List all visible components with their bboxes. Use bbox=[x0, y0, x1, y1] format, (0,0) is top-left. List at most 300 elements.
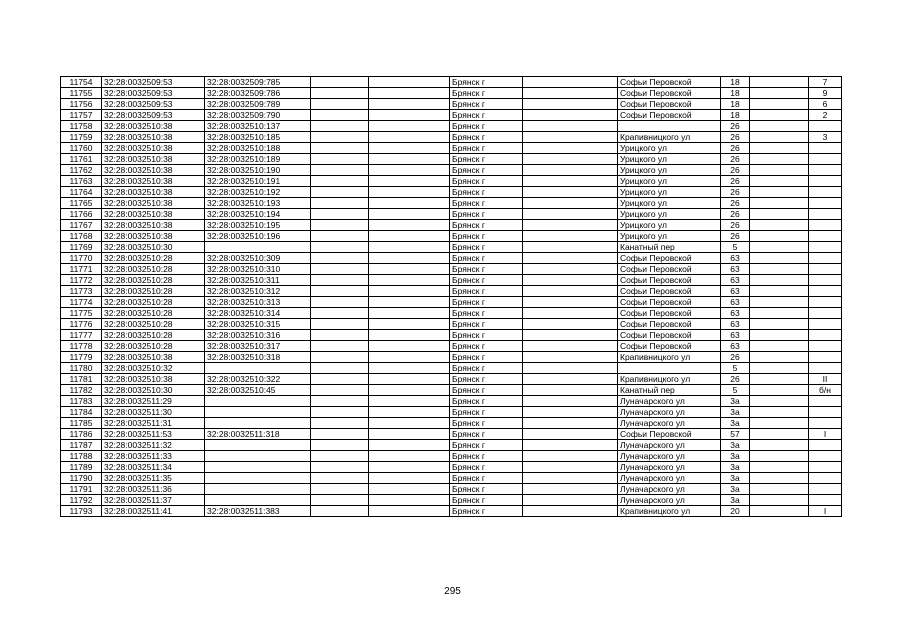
table-row bbox=[61, 110, 842, 121]
city-cell: Брянск г bbox=[450, 297, 523, 308]
table-row bbox=[61, 275, 842, 286]
house-cell: 63 bbox=[721, 297, 750, 308]
col-10-cell bbox=[750, 418, 809, 429]
row-id-cell: 11767 bbox=[61, 220, 102, 231]
col-7-cell bbox=[523, 385, 618, 396]
row-id-cell: 11782 bbox=[61, 385, 102, 396]
street-cell: Софьи Перовской bbox=[618, 319, 721, 330]
city-cell: Брянск г bbox=[450, 231, 523, 242]
col-10-cell bbox=[750, 165, 809, 176]
col-7-cell bbox=[523, 198, 618, 209]
col-4-cell bbox=[311, 187, 369, 198]
col-7-cell bbox=[523, 407, 618, 418]
house-cell: 5 bbox=[721, 242, 750, 253]
city-cell: Брянск г bbox=[450, 506, 523, 517]
city-cell: Брянск г bbox=[450, 319, 523, 330]
col-7-cell bbox=[523, 451, 618, 462]
apartment-cell: 3 bbox=[809, 132, 842, 143]
col-5-cell bbox=[369, 440, 450, 451]
col-4-cell bbox=[311, 165, 369, 176]
apartment-cell bbox=[809, 440, 842, 451]
col-4-cell bbox=[311, 176, 369, 187]
city-cell: Брянск г bbox=[450, 176, 523, 187]
city-cell: Брянск г bbox=[450, 473, 523, 484]
table-row bbox=[61, 462, 842, 473]
apartment-cell bbox=[809, 121, 842, 132]
col-4-cell bbox=[311, 209, 369, 220]
col-7-cell bbox=[523, 253, 618, 264]
house-cell: 63 bbox=[721, 264, 750, 275]
col-4-cell bbox=[311, 275, 369, 286]
col-5-cell bbox=[369, 110, 450, 121]
street-cell: Урицкого ул bbox=[618, 143, 721, 154]
row-id-cell: 11784 bbox=[61, 407, 102, 418]
col-10-cell bbox=[750, 462, 809, 473]
object-number-cell: 32:28:0032510:311 bbox=[205, 275, 311, 286]
city-cell: Брянск г bbox=[450, 154, 523, 165]
col-10-cell bbox=[750, 385, 809, 396]
col-4-cell bbox=[311, 451, 369, 462]
apartment-cell bbox=[809, 297, 842, 308]
street-cell: Софьи Перовской bbox=[618, 286, 721, 297]
col-5-cell bbox=[369, 352, 450, 363]
city-cell: Брянск г bbox=[450, 451, 523, 462]
col-7-cell bbox=[523, 231, 618, 242]
city-cell: Брянск г bbox=[450, 462, 523, 473]
table-row bbox=[61, 473, 842, 484]
cadastral-number-cell: 32:28:0032511:36 bbox=[102, 484, 205, 495]
col-5-cell bbox=[369, 473, 450, 484]
col-4-cell bbox=[311, 440, 369, 451]
cadastral-number-cell: 32:28:0032511:33 bbox=[102, 451, 205, 462]
street-cell: Луначарского ул bbox=[618, 407, 721, 418]
street-cell: Канатный пер bbox=[618, 242, 721, 253]
cadastral-number-cell: 32:28:0032510:38 bbox=[102, 176, 205, 187]
col-5-cell bbox=[369, 253, 450, 264]
house-cell: 26 bbox=[721, 198, 750, 209]
apartment-cell bbox=[809, 220, 842, 231]
row-id-cell: 11756 bbox=[61, 99, 102, 110]
object-number-cell: 32:28:0032511:318 bbox=[205, 429, 311, 440]
col-4-cell bbox=[311, 220, 369, 231]
table-row bbox=[61, 451, 842, 462]
city-cell: Брянск г bbox=[450, 77, 523, 88]
row-id-cell: 11786 bbox=[61, 429, 102, 440]
col-5-cell bbox=[369, 506, 450, 517]
cadastral-number-cell: 32:28:0032510:38 bbox=[102, 374, 205, 385]
row-id-cell: 11760 bbox=[61, 143, 102, 154]
apartment-cell bbox=[809, 187, 842, 198]
apartment-cell bbox=[809, 242, 842, 253]
street-cell: Урицкого ул bbox=[618, 231, 721, 242]
col-10-cell bbox=[750, 484, 809, 495]
row-id-cell: 11779 bbox=[61, 352, 102, 363]
row-id-cell: 11770 bbox=[61, 253, 102, 264]
apartment-cell: 9 bbox=[809, 88, 842, 99]
street-cell: Луначарского ул bbox=[618, 495, 721, 506]
col-7-cell bbox=[523, 264, 618, 275]
col-5-cell bbox=[369, 484, 450, 495]
apartment-cell bbox=[809, 198, 842, 209]
col-7-cell bbox=[523, 341, 618, 352]
col-10-cell bbox=[750, 264, 809, 275]
apartment-cell bbox=[809, 484, 842, 495]
object-number-cell: 32:28:0032510:193 bbox=[205, 198, 311, 209]
house-cell: 63 bbox=[721, 341, 750, 352]
city-cell: Брянск г bbox=[450, 495, 523, 506]
col-5-cell bbox=[369, 297, 450, 308]
col-4-cell bbox=[311, 132, 369, 143]
row-id-cell: 11791 bbox=[61, 484, 102, 495]
house-cell: 26 bbox=[721, 121, 750, 132]
col-4-cell bbox=[311, 473, 369, 484]
col-4-cell bbox=[311, 88, 369, 99]
row-id-cell: 11785 bbox=[61, 418, 102, 429]
object-number-cell: 32:28:0032510:45 bbox=[205, 385, 311, 396]
house-cell: 18 bbox=[721, 88, 750, 99]
house-cell: 63 bbox=[721, 319, 750, 330]
row-id-cell: 11763 bbox=[61, 176, 102, 187]
col-4-cell bbox=[311, 77, 369, 88]
street-cell bbox=[618, 363, 721, 374]
object-number-cell: 32:28:0032510:195 bbox=[205, 220, 311, 231]
col-4-cell bbox=[311, 264, 369, 275]
row-id-cell: 11762 bbox=[61, 165, 102, 176]
col-4-cell bbox=[311, 319, 369, 330]
street-cell: Урицкого ул bbox=[618, 154, 721, 165]
col-10-cell bbox=[750, 330, 809, 341]
cadastral-number-cell: 32:28:0032510:28 bbox=[102, 286, 205, 297]
street-cell: Софьи Перовской bbox=[618, 77, 721, 88]
table-row bbox=[61, 429, 842, 440]
city-cell: Брянск г bbox=[450, 440, 523, 451]
col-7-cell bbox=[523, 363, 618, 374]
col-5-cell bbox=[369, 154, 450, 165]
house-cell: 5 bbox=[721, 385, 750, 396]
cadastral-number-cell: 32:28:0032510:38 bbox=[102, 352, 205, 363]
col-4-cell bbox=[311, 99, 369, 110]
apartment-cell: 6 bbox=[809, 99, 842, 110]
street-cell: Урицкого ул bbox=[618, 187, 721, 198]
col-10-cell bbox=[750, 506, 809, 517]
house-cell: 26 bbox=[721, 220, 750, 231]
col-5-cell bbox=[369, 451, 450, 462]
street-cell: Луначарского ул bbox=[618, 473, 721, 484]
col-4-cell bbox=[311, 308, 369, 319]
city-cell: Брянск г bbox=[450, 330, 523, 341]
col-5-cell bbox=[369, 209, 450, 220]
row-id-cell: 11757 bbox=[61, 110, 102, 121]
col-7-cell bbox=[523, 352, 618, 363]
col-10-cell bbox=[750, 429, 809, 440]
row-id-cell: 11755 bbox=[61, 88, 102, 99]
col-7-cell bbox=[523, 154, 618, 165]
table-row bbox=[61, 418, 842, 429]
table-row bbox=[61, 484, 842, 495]
house-cell: 3а bbox=[721, 418, 750, 429]
table-row bbox=[61, 165, 842, 176]
col-10-cell bbox=[750, 495, 809, 506]
col-10-cell bbox=[750, 220, 809, 231]
street-cell: Урицкого ул bbox=[618, 198, 721, 209]
table-row bbox=[61, 396, 842, 407]
apartment-cell bbox=[809, 473, 842, 484]
table-row bbox=[61, 495, 842, 506]
apartment-cell bbox=[809, 264, 842, 275]
cadastral-number-cell: 32:28:0032510:28 bbox=[102, 341, 205, 352]
col-5-cell bbox=[369, 143, 450, 154]
house-cell: 3а bbox=[721, 495, 750, 506]
row-id-cell: 11790 bbox=[61, 473, 102, 484]
object-number-cell: 32:28:0032510:317 bbox=[205, 341, 311, 352]
street-cell bbox=[618, 121, 721, 132]
house-cell: 26 bbox=[721, 231, 750, 242]
col-10-cell bbox=[750, 308, 809, 319]
col-5-cell bbox=[369, 286, 450, 297]
col-7-cell bbox=[523, 473, 618, 484]
table-row bbox=[61, 308, 842, 319]
col-5-cell bbox=[369, 220, 450, 231]
table-row bbox=[61, 330, 842, 341]
cadastral-number-cell: 32:28:0032511:35 bbox=[102, 473, 205, 484]
col-10-cell bbox=[750, 352, 809, 363]
col-10-cell bbox=[750, 209, 809, 220]
table-row bbox=[61, 231, 842, 242]
city-cell: Брянск г bbox=[450, 275, 523, 286]
col-5-cell bbox=[369, 99, 450, 110]
col-7-cell bbox=[523, 209, 618, 220]
house-cell: 26 bbox=[721, 176, 750, 187]
col-4-cell bbox=[311, 286, 369, 297]
table-row bbox=[61, 352, 842, 363]
object-number-cell bbox=[205, 407, 311, 418]
col-4-cell bbox=[311, 143, 369, 154]
col-10-cell bbox=[750, 275, 809, 286]
col-4-cell bbox=[311, 396, 369, 407]
row-id-cell: 11773 bbox=[61, 286, 102, 297]
table-row bbox=[61, 77, 842, 88]
row-id-cell: 11769 bbox=[61, 242, 102, 253]
house-cell: 57 bbox=[721, 429, 750, 440]
house-cell: 3а bbox=[721, 473, 750, 484]
col-7-cell bbox=[523, 242, 618, 253]
table-row bbox=[61, 242, 842, 253]
house-cell: 26 bbox=[721, 352, 750, 363]
city-cell: Брянск г bbox=[450, 209, 523, 220]
row-id-cell: 11778 bbox=[61, 341, 102, 352]
apartment-cell bbox=[809, 330, 842, 341]
street-cell: Урицкого ул bbox=[618, 176, 721, 187]
apartment-cell: 7 bbox=[809, 77, 842, 88]
street-cell: Луначарского ул bbox=[618, 396, 721, 407]
city-cell: Брянск г bbox=[450, 407, 523, 418]
col-4-cell bbox=[311, 297, 369, 308]
cadastral-number-cell: 32:28:0032510:38 bbox=[102, 187, 205, 198]
table-row bbox=[61, 440, 842, 451]
col-5-cell bbox=[369, 495, 450, 506]
col-5-cell bbox=[369, 275, 450, 286]
apartment-cell bbox=[809, 462, 842, 473]
row-id-cell: 11774 bbox=[61, 297, 102, 308]
city-cell: Брянск г bbox=[450, 286, 523, 297]
street-cell: Канатный пер bbox=[618, 385, 721, 396]
col-7-cell bbox=[523, 275, 618, 286]
col-10-cell bbox=[750, 154, 809, 165]
col-7-cell bbox=[523, 187, 618, 198]
col-10-cell bbox=[750, 132, 809, 143]
street-cell: Софьи Перовской bbox=[618, 341, 721, 352]
house-cell: 26 bbox=[721, 209, 750, 220]
col-7-cell bbox=[523, 396, 618, 407]
apartment-cell bbox=[809, 176, 842, 187]
col-5-cell bbox=[369, 176, 450, 187]
col-5-cell bbox=[369, 231, 450, 242]
city-cell: Брянск г bbox=[450, 363, 523, 374]
col-7-cell bbox=[523, 176, 618, 187]
house-cell: 3а bbox=[721, 396, 750, 407]
cadastral-number-cell: 32:28:0032510:38 bbox=[102, 231, 205, 242]
house-cell: 5 bbox=[721, 363, 750, 374]
col-4-cell bbox=[311, 462, 369, 473]
cadastral-number-cell: 32:28:0032510:28 bbox=[102, 308, 205, 319]
city-cell: Брянск г bbox=[450, 308, 523, 319]
city-cell: Брянск г bbox=[450, 187, 523, 198]
cadastral-number-cell: 32:28:0032511:30 bbox=[102, 407, 205, 418]
col-7-cell bbox=[523, 462, 618, 473]
col-5-cell bbox=[369, 132, 450, 143]
street-cell: Луначарского ул bbox=[618, 462, 721, 473]
city-cell: Брянск г bbox=[450, 429, 523, 440]
cadastral-number-cell: 32:28:0032510:38 bbox=[102, 198, 205, 209]
col-4-cell bbox=[311, 385, 369, 396]
street-cell: Урицкого ул bbox=[618, 209, 721, 220]
row-id-cell: 11777 bbox=[61, 330, 102, 341]
object-number-cell: 32:28:0032509:785 bbox=[205, 77, 311, 88]
cadastral-number-cell: 32:28:0032510:28 bbox=[102, 319, 205, 330]
city-cell: Брянск г bbox=[450, 374, 523, 385]
col-10-cell bbox=[750, 121, 809, 132]
col-7-cell bbox=[523, 88, 618, 99]
cadastral-number-cell: 32:28:0032509:53 bbox=[102, 110, 205, 121]
cadastral-number-cell: 32:28:0032510:28 bbox=[102, 264, 205, 275]
cadastral-number-cell: 32:28:0032511:34 bbox=[102, 462, 205, 473]
cadastral-number-cell: 32:28:0032511:37 bbox=[102, 495, 205, 506]
apartment-cell bbox=[809, 308, 842, 319]
object-number-cell bbox=[205, 242, 311, 253]
house-cell: 18 bbox=[721, 110, 750, 121]
row-id-cell: 11783 bbox=[61, 396, 102, 407]
col-5-cell bbox=[369, 396, 450, 407]
table-row bbox=[61, 385, 842, 396]
col-10-cell bbox=[750, 99, 809, 110]
col-4-cell bbox=[311, 198, 369, 209]
object-number-cell bbox=[205, 495, 311, 506]
row-id-cell: 11772 bbox=[61, 275, 102, 286]
object-number-cell bbox=[205, 462, 311, 473]
object-number-cell: 32:28:0032510:185 bbox=[205, 132, 311, 143]
col-4-cell bbox=[311, 110, 369, 121]
row-id-cell: 11758 bbox=[61, 121, 102, 132]
col-7-cell bbox=[523, 308, 618, 319]
row-id-cell: 11787 bbox=[61, 440, 102, 451]
house-cell: 26 bbox=[721, 132, 750, 143]
apartment-cell bbox=[809, 319, 842, 330]
col-5-cell bbox=[369, 385, 450, 396]
table-row bbox=[61, 176, 842, 187]
cadastral-number-cell: 32:28:0032509:53 bbox=[102, 99, 205, 110]
col-7-cell bbox=[523, 440, 618, 451]
col-5-cell bbox=[369, 121, 450, 132]
street-cell: Софьи Перовской bbox=[618, 88, 721, 99]
apartment-cell bbox=[809, 418, 842, 429]
row-id-cell: 11776 bbox=[61, 319, 102, 330]
apartment-cell bbox=[809, 286, 842, 297]
row-id-cell: 11761 bbox=[61, 154, 102, 165]
cadastral-number-cell: 32:28:0032510:30 bbox=[102, 242, 205, 253]
house-cell: 63 bbox=[721, 286, 750, 297]
col-5-cell bbox=[369, 198, 450, 209]
house-cell: 63 bbox=[721, 330, 750, 341]
col-10-cell bbox=[750, 143, 809, 154]
street-cell: Луначарского ул bbox=[618, 484, 721, 495]
house-cell: 3а bbox=[721, 451, 750, 462]
col-10-cell bbox=[750, 319, 809, 330]
col-5-cell bbox=[369, 341, 450, 352]
city-cell: Брянск г bbox=[450, 165, 523, 176]
city-cell: Брянск г bbox=[450, 242, 523, 253]
col-10-cell bbox=[750, 374, 809, 385]
table-row bbox=[61, 506, 842, 517]
col-10-cell bbox=[750, 198, 809, 209]
table-row bbox=[61, 88, 842, 99]
col-4-cell bbox=[311, 341, 369, 352]
apartment-cell: б/н bbox=[809, 385, 842, 396]
table-row bbox=[61, 187, 842, 198]
object-number-cell: 32:28:0032510:322 bbox=[205, 374, 311, 385]
house-cell: 26 bbox=[721, 374, 750, 385]
col-4-cell bbox=[311, 363, 369, 374]
row-id-cell: 11792 bbox=[61, 495, 102, 506]
house-cell: 26 bbox=[721, 143, 750, 154]
table-row bbox=[61, 209, 842, 220]
house-cell: 18 bbox=[721, 77, 750, 88]
row-id-cell: 11766 bbox=[61, 209, 102, 220]
object-number-cell bbox=[205, 440, 311, 451]
street-cell: Софьи Перовской bbox=[618, 99, 721, 110]
col-5-cell bbox=[369, 308, 450, 319]
city-cell: Брянск г bbox=[450, 264, 523, 275]
col-5-cell bbox=[369, 363, 450, 374]
street-cell: Софьи Перовской bbox=[618, 253, 721, 264]
cadastral-number-cell: 32:28:0032510:38 bbox=[102, 143, 205, 154]
col-7-cell bbox=[523, 220, 618, 231]
object-number-cell: 32:28:0032510:314 bbox=[205, 308, 311, 319]
city-cell: Брянск г bbox=[450, 110, 523, 121]
cadastral-number-cell: 32:28:0032509:53 bbox=[102, 88, 205, 99]
city-cell: Брянск г bbox=[450, 99, 523, 110]
col-7-cell bbox=[523, 286, 618, 297]
row-id-cell: 11781 bbox=[61, 374, 102, 385]
street-cell: Луначарского ул bbox=[618, 440, 721, 451]
object-number-cell bbox=[205, 363, 311, 374]
house-cell: 3а bbox=[721, 484, 750, 495]
col-7-cell bbox=[523, 132, 618, 143]
apartment-cell bbox=[809, 352, 842, 363]
object-number-cell: 32:28:0032510:194 bbox=[205, 209, 311, 220]
col-5-cell bbox=[369, 374, 450, 385]
city-cell: Брянск г bbox=[450, 341, 523, 352]
apartment-cell bbox=[809, 495, 842, 506]
